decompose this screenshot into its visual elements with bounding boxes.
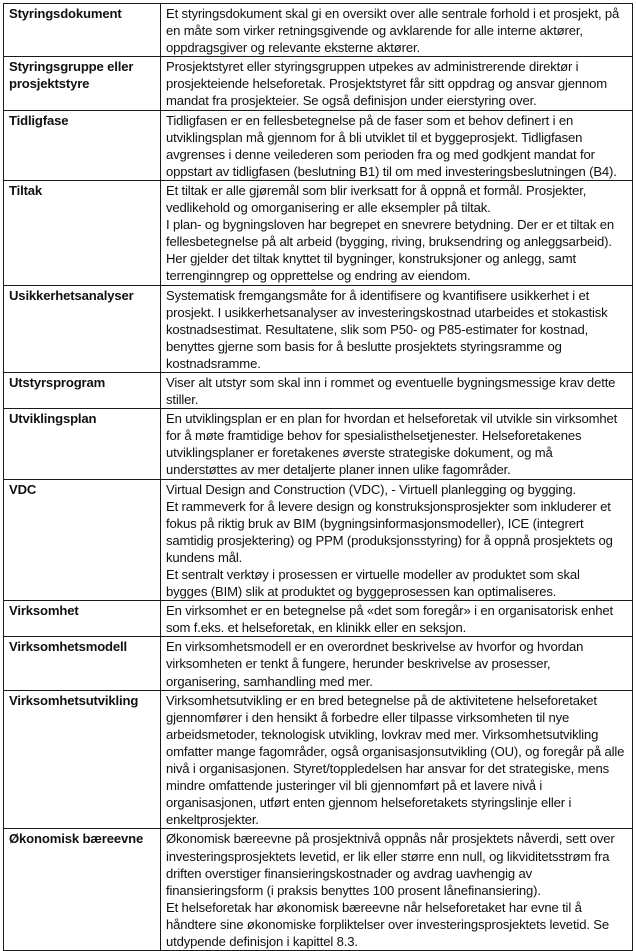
definition-cell [161,180,633,285]
term-cell [4,637,161,690]
glossary-table [3,3,633,951]
term-text: Styringsgruppe eller [9,59,134,75]
definition-cell [161,690,633,829]
term-cell [4,110,161,180]
definition-line: virksomheten er tenkt å fungere, herunder beskrivelse av prosesser, [166,656,551,672]
definition-line: utdypende definisjon i kapittel 8.3. [166,933,358,949]
term-cell [4,690,161,829]
term-text: Virksomhetsmodell [9,639,128,655]
definition-line: bygges (BIM) slik at produktet og byggeprosessen kan optimaliseres. [166,584,557,600]
definition-line: Økonomisk bæreevne på prosjektnivå oppnås når prosjektets nåverdi, sett over [166,831,615,847]
definition-line: I plan- og bygningsloven har begrepet en snevrere betydning. Der er et tiltak en [166,217,615,233]
table-row [4,690,633,829]
term-text: Tiltak [9,182,43,198]
definition-line: vedlikehold og omorganisering er alle eksempler på tiltak. [166,200,491,216]
table-row [4,479,633,601]
definition-line: enkeltprosjekter. [166,812,259,828]
definition-line: utviklingsplaner er foretakenes øverste strategiske dokument, og må [166,445,553,461]
definition-line: terrenginngrep og opprettelse og endring av eiendom. [166,268,471,284]
definition-line: som f.eks. et helseforetak, en klinikk eller en seksjon. [166,620,467,636]
definition-line: Tidligfasen er en fellesbetegnelse på de faser som et behov definert i en [166,112,574,128]
term-text: prosjektstyre [9,76,90,92]
definition-line: benyttes gjerne som basis for å beslutte prosjektets styringsramme og [166,338,562,354]
definition-line: Systematisk fremgangsmåte for å identifisere og kvantifisere usikkerhet i et [166,287,590,303]
term-text: Tidligfase [9,112,69,128]
definition-cell [161,409,633,479]
definition-line: organisasjonen, utført enten gjennom helseforetakets styringslinje eller i [166,795,572,811]
definition-line: Viser alt utstyr som skal inn i rommet og eventuelle bygningsmessige krav dette [166,374,616,390]
definition-line: Her gjelder det tiltak knyttet til bygninger, konstruksjoner og anlegg, samt [166,251,577,267]
term-cell [4,409,161,479]
definition-line: investeringsprosjektets levetid, er lik eller større enn null, og likviditetsstrøm fra [166,848,610,864]
term-cell [4,601,161,637]
definition-line: utviklingsplan må gjennom for å bli utviklet til et byggeprosjekt. Tidligfasen [166,129,583,145]
definition-line: prosjekt. I usikkerhetsanalyser av investeringskostnad utarbeides et stokastisk [166,304,608,320]
definition-cell [161,4,633,57]
term-text: Usikkerhetsanalyser [9,287,134,303]
term-text: Utstyrsprogram [9,374,106,390]
definition-line: Virksomhetsutvikling er en bred betegnelse på de aktivitetene helseforetaket [166,692,597,708]
table-row [4,601,633,637]
term-text: Utviklingsplan [9,411,97,427]
definition-line: fellesbetegnelse på alt arbeid (bygging, riving, bruksendring og anleggsarbeid). [166,234,612,250]
definition-line: avgrenses i denne veilederen som perioden fra og med godkjent mandat for [166,146,595,162]
definition-line: kundens mål. [166,549,243,565]
term-cell [4,4,161,57]
definition-line: En utviklingsplan er en plan for hvordan et helseforetak vil utvikle sin virksomhet [166,411,618,427]
definition-line: håndtere sine økonomiske forpliktelser over investeringsprosjektets levetid. Se [166,916,610,932]
definition-line: oppdragsgiver og relevante eksterne aktører. [166,40,420,56]
definition-line: for å møte framtidige behov for spesialisthelsetjenester. Helseforetakenes [166,428,582,444]
definition-line: En virksomhetsmodell er en overordnet beskrivelse av hvorfor og hvordan [166,639,584,655]
definition-cell [161,479,633,601]
definition-line: kostnadsestimat. Resultatene, slik som P50- og P85-estimater for kostnad, [166,321,589,337]
definition-line: en måte som virker retningsgivende og avklarende for alle interne aktører, [166,23,583,39]
term-cell [4,372,161,408]
definition-cell [161,285,633,372]
definition-line: Et styringsdokument skal gi en oversikt over alle sentrale forhold i et prosjekt, på [166,6,620,21]
table-row [4,409,633,479]
term-text: Styringsdokument [9,6,122,21]
definition-line: mandat fra prosjekteier. Se også definisjon under eierstyring over. [166,93,537,109]
table-row [4,110,633,180]
term-text: Virksomhetsutvikling [9,692,139,708]
definition-cell [161,57,633,110]
table-row [4,637,633,690]
term-cell [4,479,161,601]
definition-line: Prosjektstyret eller styringsgruppen utpekes av administrerende direktør i [166,59,579,75]
definition-cell [161,637,633,690]
definition-line: kostnadsramme. [166,355,261,371]
definition-line: nivå i organisasjonen. Styret/toppledelsen har ansvar for det strategiske, mens [166,761,610,777]
table-row [4,372,633,408]
definition-line: En virksomhet er en betegnelse på «det som foregår» i en organisatorisk enhet [166,603,614,619]
definition-line: oppstart av tidligfasen (beslutning B1) til om med investeringsbeslutningen (B4). [166,163,617,179]
definition-line: Virtual Design and Construction (VDC), - Virtuell planlegging og bygging. [166,481,576,497]
definition-cell [161,601,633,637]
definition-line: driften overstiger finansieringskostnader og avdrag uavhengig av [166,865,532,881]
definition-line: gjennomfører i den hensikt å forbedre eller tilpasse virksomheten til nye [166,709,570,725]
definition-line: fokus på riktig bruk av BIM (bygningsinformasjonsmodeller), ICE (integrert [166,515,584,531]
term-text: VDC [9,481,37,497]
glossary-table-body [4,4,633,951]
definition-line: finansieringsform (i praksis benyttes 100 prosent lånefinansiering). [166,882,541,898]
term-cell [4,285,161,372]
table-row [4,180,633,285]
table-row [4,57,633,110]
term-text: Virksomhet [9,603,79,619]
definition-line: samtidig prosjektering) og PPM (produksjonsstyring) for å oppnå prosjektets og [166,532,613,548]
definition-line: stiller. [166,392,199,408]
definition-line: Et tiltak er alle gjøremål som blir iverksatt for å oppnå et formål. Prosjekter, [166,182,587,198]
table-row [4,4,633,57]
definition-line: Et sentralt verktøy i prosessen er virtuelle modeller av produktet som skal [166,567,580,582]
table-row [4,829,633,951]
definition-line: arbeidsmetoder, teknologisk utvikling, lovkrav med mer. Virksomhetsutvikling [166,726,599,742]
definition-line: omfatter mange fagområder, også organisasjonsutvikling (OU), og foregår på alle [166,743,625,759]
definition-cell [161,829,633,951]
term-cell [4,180,161,285]
definition-line: prosjekteiende helseforetak. Prosjektstyret får sitt oppdrag og ansvar gjennom [166,76,608,92]
definition-line: organisering, samhandling med mer. [166,673,373,689]
definition-cell [161,110,633,180]
definition-cell [161,372,633,408]
term-cell [4,57,161,110]
definition-line: Et rammeverk for å levere design og konstruksjonsprosjekter som inkluderer et [166,498,611,514]
document-page [3,3,632,951]
definition-line: mindre omfattende justeringer vil bli gjennomført på et lavere nivå i [166,778,543,794]
definition-line: understøttes av mer detaljerte planer innen ulike fagområder. [166,462,511,478]
definition-line: Et helseforetak har økonomisk bæreevne når helseforetaket har evne til å [166,899,582,915]
table-row [4,285,633,372]
term-cell [4,829,161,951]
term-text: Økonomisk bæreevne [9,831,144,847]
